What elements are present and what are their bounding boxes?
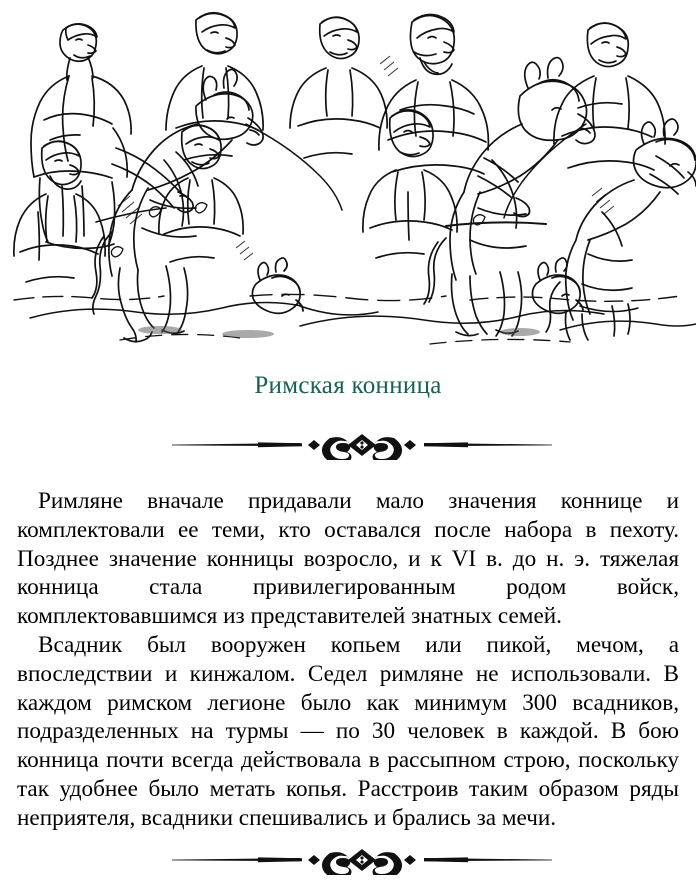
paragraph-1: Римляне вначале придавали мало значения коннице и комплектовали ее теми, кто оставался после набора в пехоту. Позднее значение конницы возросло, и к VI в. до н. э. тяжелая конница стала привилегированным родом войск, комплектовавшимся из представителей знатных семей.	[17, 488, 679, 630]
article-body	[17, 487, 679, 833]
paragraph-2: Всадник был вооружен копьем или пикой, мечом, а впоследствии и кинжалом. Седел римляне не использовали. В каждом римском легионе было как минимум 300 всадников, подразделенных на турмы — по 30 человек в каждой. В бою конница почти всегда действовала в рассыпном строю, поскольку так удобнее было метать копья. Расстроив таким образом ряды неприятеля, всадники спешивались и брались за мечи.	[17, 631, 679, 831]
illustration-caption: Римская конница	[254, 372, 442, 399]
divider-ornament-icon	[0, 430, 696, 460]
ornamental-divider-top	[0, 430, 696, 460]
roman-cavalry-illustration	[0, 0, 696, 352]
roman-cavalry-engraving-svg	[0, 0, 696, 352]
ornamental-divider-bottom	[0, 845, 696, 875]
divider-ornament-icon	[0, 845, 696, 875]
